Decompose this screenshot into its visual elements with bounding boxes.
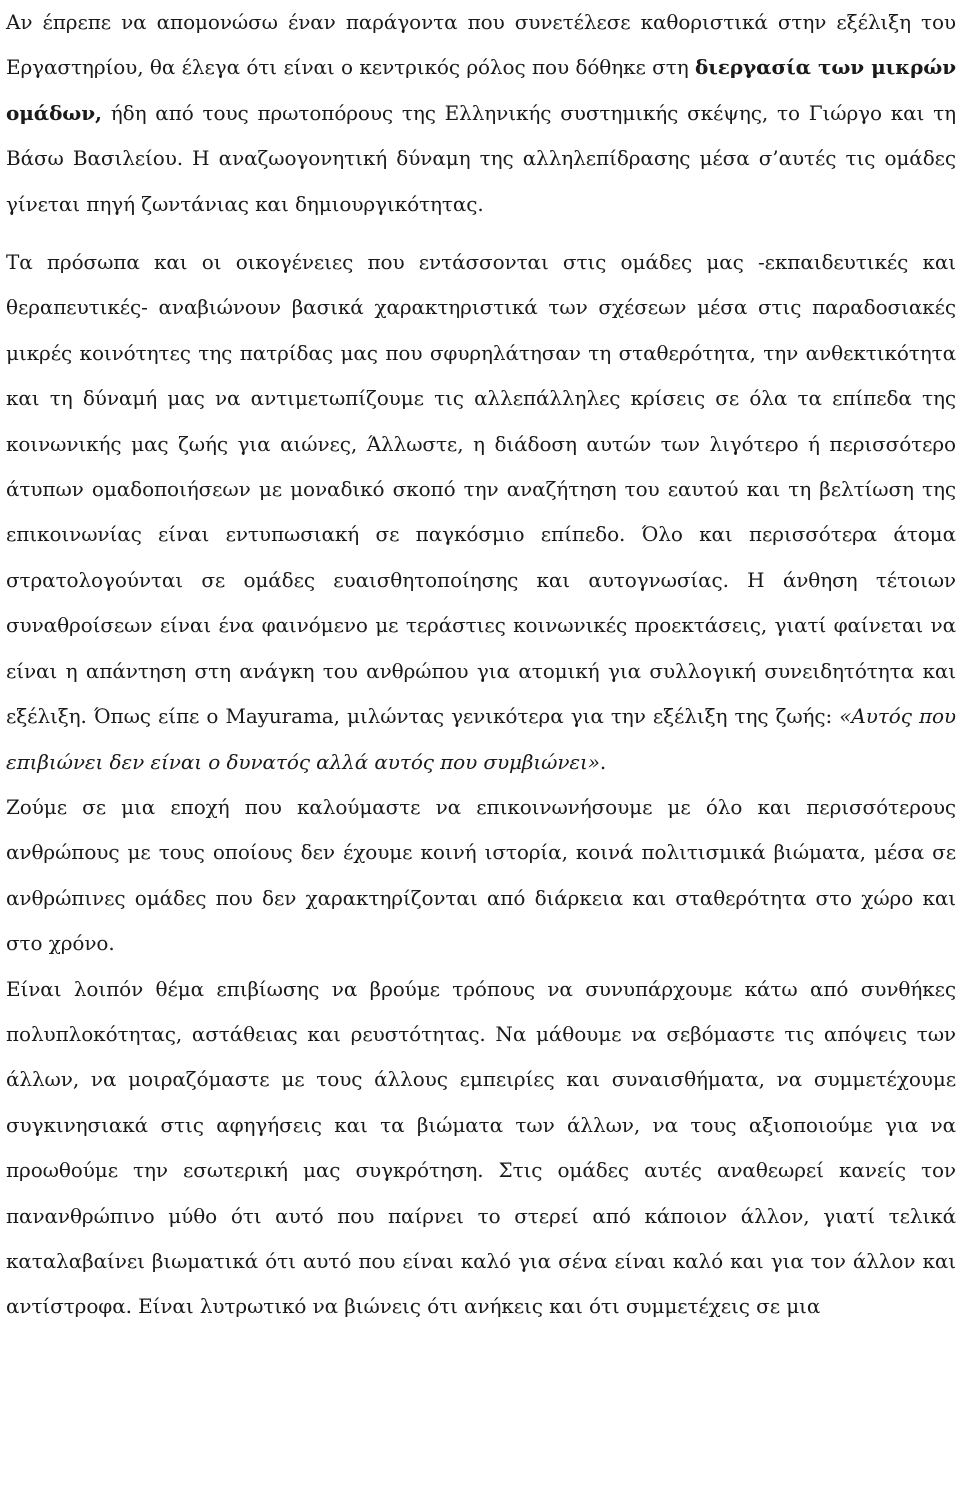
paragraph-2-quote: «Αυτός που επιβιώνει δεν είναι ο δυνατός αλλά αυτός που συμβιώνει»: [6, 704, 956, 774]
paragraph-3: Ζούμε σε μια εποχή που καλούμαστε να επικοινωνήσουμε με όλο και περισσότερους ανθρώπους με τους οποίους δεν έχουμε κοινή ιστορία, κοινά πολιτισμικά βιώματα, μέσα σε ανθρώπινες ομάδες που δεν χαρακτηρίζονται από διάρκεια και σταθερότητα στο χώρο και στο χρόνο.: [6, 794, 956, 956]
document-page: [6, 0, 956, 1330]
paragraph-1-text-b: ήδη από τους πρωτοπόρους της Ελληνικής συστημικής σκέψης, το Γιώργο και τη Βάσω Βασιλείου. Η αναζωογονητική δύναμη της αλληλεπίδρασης μέσα σ’αυτές τις ομάδες γίνεται πηγή ζωντάνιας και δημιουργικότητας.: [6, 100, 956, 216]
paragraph-1: [6, 0, 956, 227]
paragraph-2: [6, 240, 956, 785]
paragraph-2-text-b: .: [599, 749, 607, 774]
paragraph-4: Είναι λοιπόν θέμα επιβίωσης να βρούμε τρόπους να συνυπάρχουμε κάτω από συνθήκες πολυπλοκότητας, αστάθειας και ρευστότητας. Να μάθουμε να σεβόμαστε τις απόψεις των άλλων, να μοιραζόμαστε με τους άλλους εμπειρίες και συναισθήματα, να συμμετέχουμε συγκινησιακά στις αφηγήσεις και τα βιώματα των άλλων, να τους αξιοποιούμε για να προωθούμε την εσωτερική μας συγκρότηση. Στις ομάδες αυτές αναθεωρεί κανείς τον πανανθρώπινο μύθο ότι αυτό που παίρνει το στερεί από κάποιον άλλον, γιατί τελικά καταλαβαίνει βιωματικά ότι αυτό που είναι καλό για σένα είναι καλό και για τον άλλον και αντίστροφα. Είναι λυτρωτικό να βιώνεις ότι ανήκεις και ότι συμμετέχεις σε μια: [6, 976, 956, 1319]
paragraph-1-bold-phrase: διεργασία των μικρών ομάδων,: [6, 55, 956, 125]
paragraph-1-text-a: Αν έπρεπε να απομονώσω έναν παράγοντα που συνετέλεσε καθοριστικά στην εξέλιξη του Εργαστηρίου, θα έλεγα ότι είναι ο κεντρικός ρόλος που δόθηκε στη: [6, 10, 956, 80]
paragraph-2-text-a: Τα πρόσωπα και οι οικογένειες που εντάσσονται στις ομάδες μας -εκπαιδευτικές και θεραπευτικές- αναβιώνουν βασικά χαρακτηριστικά των σχέσεων μέσα στις παραδοσιακές μικρές κοινότητες της πατρίδας μας που σφυρηλάτησαν τη σταθερότητα, την ανθεκτικότητα και τη δύναμή μας να αντιμετωπίζουμε τις αλλεπάλληλες κρίσεις σε όλα τα επίπεδα της κοινωνικής μας ζωής για αιώνες, Άλλωστε, η διάδοση αυτών των λιγότερο ή περισσότερο άτυπων ομαδοποιήσεων με μοναδικό σκοπό την αναζήτηση του εαυτού και τη βελτίωση της επικοινωνίας είναι εντυπωσιακή σε παγκόσμιο επίπεδο. Όλο και περισσότερα άτομα στρατολογούνται σε ομάδες ευαισθητοποίησης και αυτογνωσίας. Η άνθηση τέτοιων συναθροίσεων είναι ένα φαινόμενο με τεράστιες κοινωνικές προεκτάσεις, γιατί φαίνεται να είναι η απάντηση στη ανάγκη του ανθρώπου για ατομική για συλλογική συνειδητότητα και εξέλιξη. Όπως είπε ο Mayurama, μιλώντας γενικότερα για την εξέλιξη της ζωής:: [6, 250, 956, 729]
